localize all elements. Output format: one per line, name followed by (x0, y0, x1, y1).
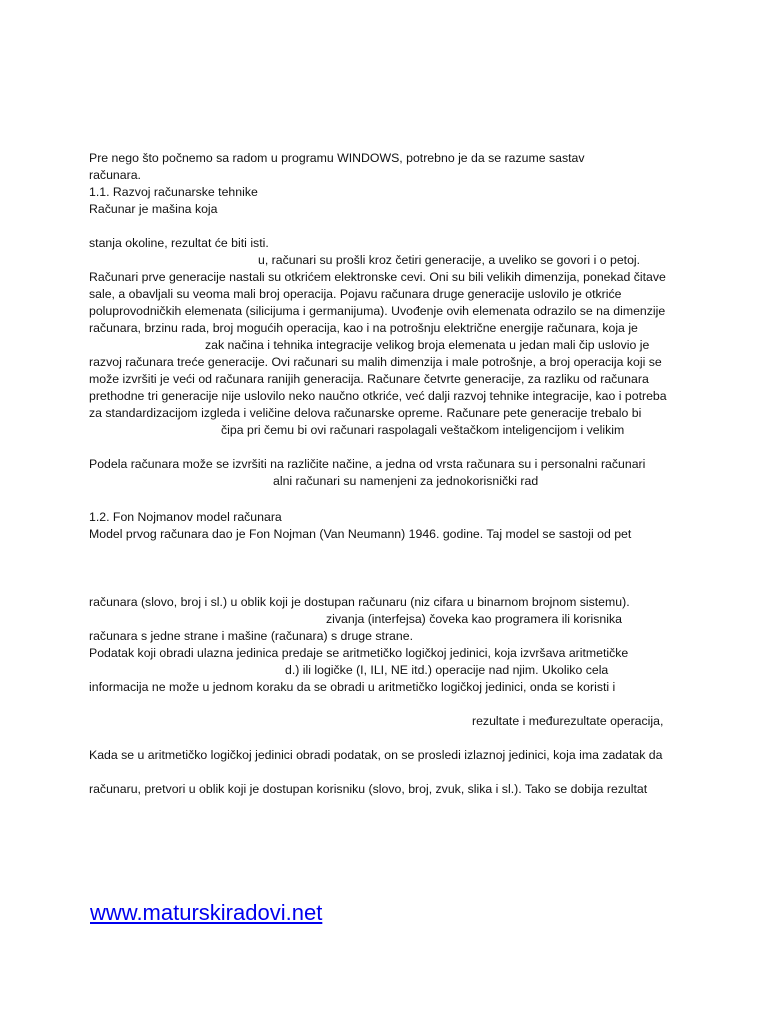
text-line: može izvršiti je veći od računara ranijih generacija. Računare četvrte generacije, za razliku od računara (89, 372, 649, 386)
text-line: računara. (89, 168, 141, 182)
text-line: računara, brzinu rada, broj mogućih operacija, kao i na potrošnju električne energije računara, koja je (89, 321, 638, 335)
text-line: Računari prve generacije nastali su otkrićem elektronske cevi. Oni su bili velikih dimenzija, ponekad čitave (89, 270, 666, 284)
text-line: zak načina i tehnika integracije velikog broja elemenata u jedan mali čip uslovio je (205, 338, 650, 352)
text-line: razvoj računara treće generacije. Ovi računari su malih dimenzija i male potrošnje, a broj operacija koji se (89, 355, 662, 369)
text-line: Pre nego što počnemo sa radom u programu WINDOWS, potrebno je da se razume sastav (89, 151, 585, 165)
text-line: Podela računara može se izvršiti na različite načine, a jedna od vrsta računara su i personalni računari (89, 457, 646, 471)
text-line: prethodne tri generacije nije uslovilo neko naučno otkriće, već dalji razvoj tehnike integracije, kao i potreba (89, 389, 667, 403)
text-line: sale, a obavljali su veoma mali broj operacija. Pojavu računara druge generacije uslovilo je otkriće (89, 287, 622, 301)
text-line: alni računari su namenjeni za jednokorisnički rad (273, 474, 539, 488)
text-line: za standardizacijom izgleda i veličine delova računarske opreme. Računare pete generacije trebalo bi (89, 406, 642, 420)
text-line: rezultate i međurezultate operacija, (472, 714, 664, 728)
text-line: d.) ili logičke (I, ILI, NE itd.) operacije nad njim. Ukoliko cela (285, 663, 609, 677)
text-line: stanja okoline, rezultat će biti isti. (89, 236, 269, 250)
text-line: čipa pri čemu bi ovi računari raspolagali veštačkom inteligencijom i velikim (221, 423, 625, 437)
text-line: poluprovodničkih elemenata (silicijuma i germanijuma). Uvođenje ovih elemenata odrazilo se na dimenzije (89, 304, 666, 318)
text-line: u, računari su prošli kroz četiri generacije, a uveliko se govori i o petoj. (258, 253, 641, 267)
website-link[interactable]: www.maturskiradovi.net (90, 900, 323, 925)
text-line: Kada se u aritmetičko logičkoj jedinici obradi podatak, on se prosledi izlaznoj jedinici, koja ima zadatak da (89, 748, 663, 762)
text-line: zivanja (interfejsa) čoveka kao programera ili korisnika (326, 612, 622, 626)
text-line: računara s jedne strane i mašine (računara) s druge strane. (89, 629, 413, 643)
text-line: informacija ne može u jednom koraku da se obradi u aritmetičko logičkoj jedinici, onda se koristi i (89, 680, 616, 694)
section-heading: 1.1. Razvoj računarske tehnike (89, 185, 258, 199)
text-line: Model prvog računara dao je Fon Nojman (Van Neumann) 1946. godine. Taj model se sastoji od pet (89, 527, 632, 541)
section-heading: 1.2. Fon Nojmanov model računara (89, 510, 282, 524)
text-line: Računar je mašina koja (89, 202, 218, 216)
text-line: Podatak koji obradi ulazna jedinica predaje se aritmetičko logičkoj jedinici, koja izvršava aritmetičke (89, 646, 629, 660)
text-line: računara (slovo, broj i sl.) u oblik koji je dostupan računaru (niz cifara u binarnom brojnom sistemu). (89, 595, 630, 609)
text-line: računaru, pretvori u oblik koji je dostupan korisniku (slovo, broj, zvuk, slika i sl.). Tako se dobija rezultat (89, 782, 648, 796)
